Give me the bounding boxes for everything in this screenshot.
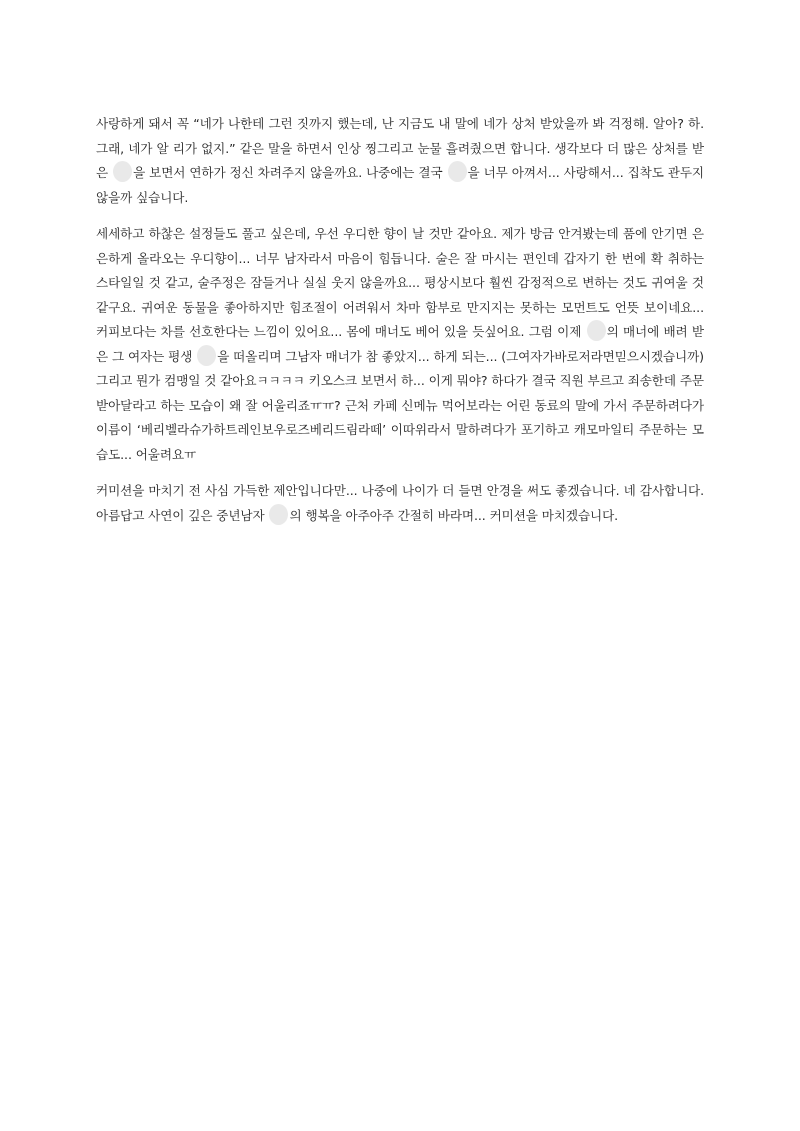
redacted-name-mark (197, 345, 216, 366)
text-segment: 의 매너에 배려 받은 그 여자는 평생 (96, 324, 704, 364)
text-segment: 을 보면서 연하가 정신 차려주지 않을까요. 나중에는 결국 (133, 165, 447, 180)
document-body (96, 112, 704, 540)
text-segment: 의 행복을 아주아주 간절히 바라며... 커미션을 마치겠습니다. (289, 507, 619, 523)
text-segment: 세세하고 하찮은 설정들도 풀고 싶은데, 우선 우디한 향이 날 것만 같아요. 제가 방금 안겨봤는데 품에 안기면 은은하게 올라오는 우디향이... 너무 남자라서 마음이 힘듭니다. 술은 잘 마시는 편인데 갑자기 한 번에 확 취하는 스타일일 것 같고, 술주정은 잠들거나 실실 웃지 않을까요... 평상시보다 훨씬 감정적으로 변하는 것도 귀여울 것 같구요. 귀여운 동물을 좋아하지만 힘조절이 어려워서 차마 함부로 만지지는 못하는 모먼트도 언뜻 보이네요... 커피보다는 차를 선호한다는 느낌이 있어요... 몸에 매너도 베어 있을 듯싶어요. 그럼 이제 (96, 226, 704, 339)
paragraph-2 (96, 222, 704, 467)
text-segment: 을 너무 아껴서... 사랑해서... 집착도 관두지 않을까 싶습니다. (96, 165, 704, 205)
redacted-name-mark (587, 320, 606, 341)
redacted-name-mark (448, 161, 467, 182)
text-segment: 사랑하게 돼서 꼭 “네가 나한테 그런 짓까지 했는데, 난 지금도 내 말에 네가 상처 받았을까 봐 걱정해. 알아? 하. 그래, 네가 알 리가 없지.” 같은 말을 하면서 인상 찡그리고 눈물 흘려줬으면 합니다. 생각보다 더 많은 상처를 받은 (96, 116, 704, 180)
redacted-name-mark (113, 161, 132, 182)
text-segment: 커미션을 마치기 전 사심 가득한 제안입니다만... 나중에 나이가 더 들면 안경을 써도 좋겠습니다. 네 감사합니다. 아름답고 사연이 깊은 중년남자 (96, 483, 704, 523)
text-segment: 을 떠올리며 그남자 매너가 참 좋았지... 하게 되는... (그여자가바로저라면믿으시겠습니까) 그리고 뭔가 컴맹일 것 같아요ㅋㅋㅋㅋ 키오스크 보면서 하... 이게 뭐야? 하다가 결국 직원 부르고 죄송한데 주문 받아달라고 하는 모습이 왜 잘 어울리죠ㅠㅠ? 근처 카페 신메뉴 먹어보라는 어린 동료의 말에 가서 주문하려다가 이름이 ‘베리벨라슈가하트레인보우로즈베리드림라떼’ 이따위라서 말하려다가 포기하고 캐모마일티 주문하는 모습도... 어울려요ㅠ (96, 348, 704, 462)
paragraph-1 (96, 112, 704, 210)
paragraph-3 (96, 479, 704, 528)
redacted-name-mark (269, 504, 288, 525)
